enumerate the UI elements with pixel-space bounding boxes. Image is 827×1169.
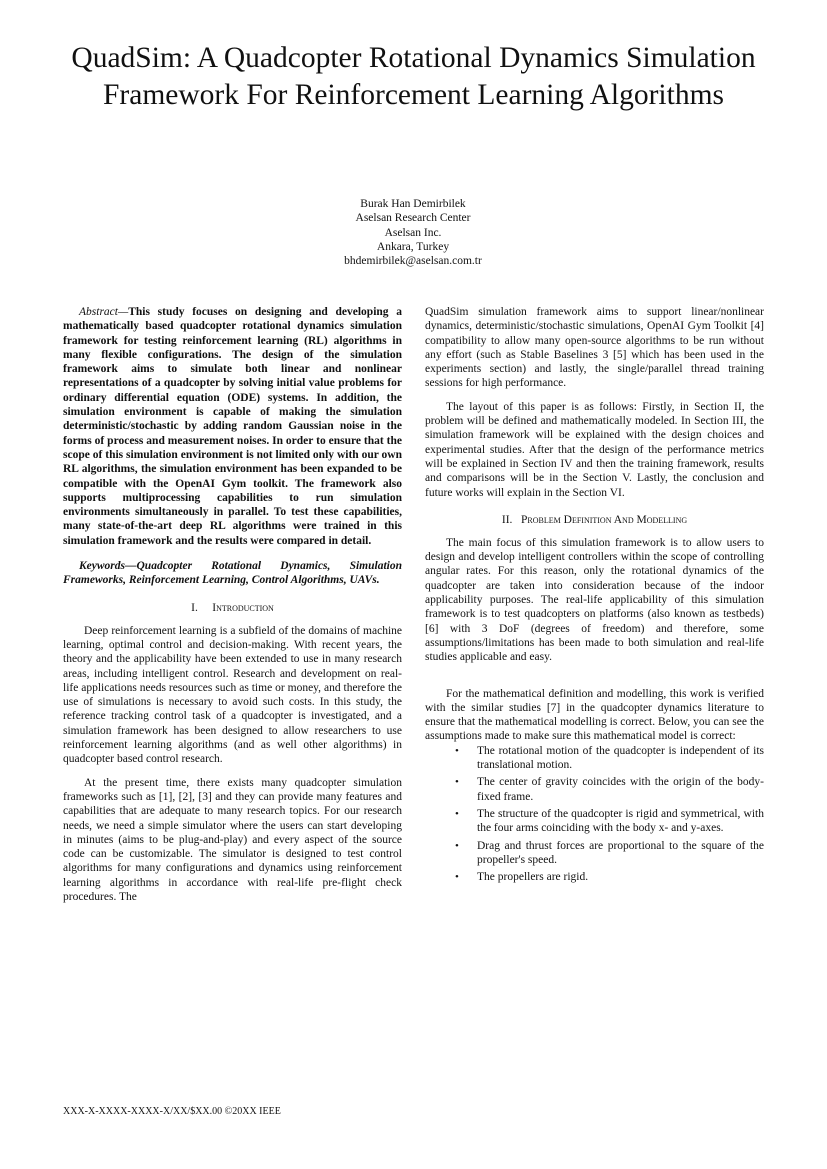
abstract — [63, 305, 402, 548]
paper-title: QuadSim: A Quadcopter Rotational Dynamics Simulation Framework For Reinforcement Learning Algorithms — [71, 42, 756, 111]
right-column — [425, 305, 764, 887]
assumptions-list — [425, 744, 764, 885]
bullet-icon: • — [455, 807, 459, 820]
keywords-text: Quadcopter Rotational Dynamics, Simulation Frameworks, Reinforcement Learning, Control Algorithms, UAVs. — [63, 560, 402, 587]
abstract-text: This study focuses on designing and developing a mathematically based quadcopter rotational dynamics simulation framework for testing reinforcement learning (RL) algorithms in many flexible configurations. The design of the simulation framework aims to simulate both linear and nonlinear representations of a quadcopter by solving initial value problems for ordinary differential equation (ODE) systems. In addition, the simulation environment is capable of making the simulation deterministic/stochastic by adding random Gaussian noise in the forms of process and measurement noises. In order to ensure that the scope of this simulation environment is not limited only with our own RL algorithms, the simulation environment has been expanded to be compatible with the OpenAI Gym toolkit. The framework also supports multiprocessing capabilities to run simulation environments simultaneously in parallel. To test these capabilities, many state-of-the-art deep RL algorithms were trained in this simulation framework and the results were compared in detail. — [63, 306, 402, 547]
keywords — [63, 559, 402, 588]
section-heading-problem-definition: II. Problem Definition And Modelling — [501, 513, 688, 526]
list-item: • The center of gravity coincides with the origin of the body-fixed frame. — [455, 776, 764, 803]
left-column — [63, 305, 402, 904]
author-company: Aselsan Inc. — [384, 226, 442, 239]
section2-paragraph-1: The main focus of this simulation framework is to allow users to design and develop intelligent controllers within the scope of controlling angular rates. For this reason, only the rotational dynamics of the quadcopter are taken into consideration because of the indoor applicability purposes. The real-life applicability of this simulation framework is to test quadcopters on platforms (also known as testbeds) [6] with 3 DoF (degrees of freedom) and therefore, some assumptions/limitations has been made to both simulation and real-life studies applicable and easy. — [425, 536, 764, 664]
abstract-label: Abstract— — [79, 306, 129, 318]
bullet-icon: • — [455, 871, 459, 884]
bullet-icon: • — [455, 776, 459, 789]
list-item: • The propellers are rigid. — [455, 871, 589, 884]
author-email[interactable]: bhdemirbilek@aselsan.com.tr — [344, 255, 482, 268]
bullet-icon: • — [455, 839, 459, 852]
copyright-footer: XXX-X-XXXX-XXXX-X/XX/$XX.00 ©20XX IEEE — [63, 1106, 281, 1117]
intro-paragraph-2-continued: QuadSim simulation framework aims to support linear/nonlinear dynamics, deterministic/stochastic simulations, OpenAI Gym Toolkit [4] compatibility to allow many open-source algorithms to be run without any effort (such as Stable Baselines 3 [5] which has been used in the experiments section) and lastly, the single/parallel thread training sessions for high performance. — [425, 306, 764, 390]
list-item: • The structure of the quadcopter is rigid and symmetrical, with the four arms coinciding with the body x- and y-axes. — [455, 807, 764, 835]
bullet-icon: • — [455, 744, 459, 757]
list-item: • The rotational motion of the quadcopter is independent of its translational motion. — [455, 744, 764, 772]
intro-paragraph-3: The layout of this paper is as follows: Firstly, in Section II, the problem will be defined and mathematically modeled. In Section III, the simulation framework will be explained with the design choices and experimental studies. After that the design of the performance metrics will be explained in Section IV and then the training framework, results and comparisons will be in the Section V. Lastly, the conclusion and future works will explain in the Section VI. — [425, 400, 764, 499]
author-location: Ankara, Turkey — [376, 240, 450, 253]
keywords-label: Keywords— — [79, 560, 137, 573]
author-org: Aselsan Research Center — [355, 212, 471, 225]
list-item: • Drag and thrust forces are proportional to the square of the propeller's speed. — [455, 839, 764, 866]
intro-paragraph-2: At the present time, there exists many quadcopter simulation frameworks such as [1], [2], [3] and they can provide many features and capabilities that are adequate to many research topics. For our research needs, we need a simple simulator where the users can start developing in minutes (aims to be plug-and-play) and every aspect of the source code can be customizable. The simulator is designed to test control algorithms for many configurations and dynamics using reinforcement learning algorithms in accordance with real-life pre-flight check procedures. The — [63, 776, 402, 903]
author-name: Burak Han Demirbilek — [360, 198, 466, 210]
author-block — [213, 197, 613, 268]
section-heading-introduction: I. Introduction — [191, 601, 274, 614]
intro-paragraph-1: Deep reinforcement learning is a subfield of the domains of machine learning, optimal control and decision-making. With recent years, the theory and the applicability have been extended to use in many research areas, including intelligent control. Research and development on real-life applications needs resources such as time or money, and therefore the use of simulations is necessary to avoid such costs. In this study, the reference tracking control task of a quadcopter is investigated, and a simulation framework has been designed to allow researchers to use reinforcement learning algorithms (and as well other algorithms) in quadcopter based control research. — [63, 624, 402, 766]
section2-paragraph-2: For the mathematical definition and modelling, this work is verified with the similar studies [7] in the quadcopter dynamics literature to ensure that the mathematical modelling is correct. Below, you can see the assumptions made to make sure this mathematical model is correct: — [425, 687, 764, 743]
